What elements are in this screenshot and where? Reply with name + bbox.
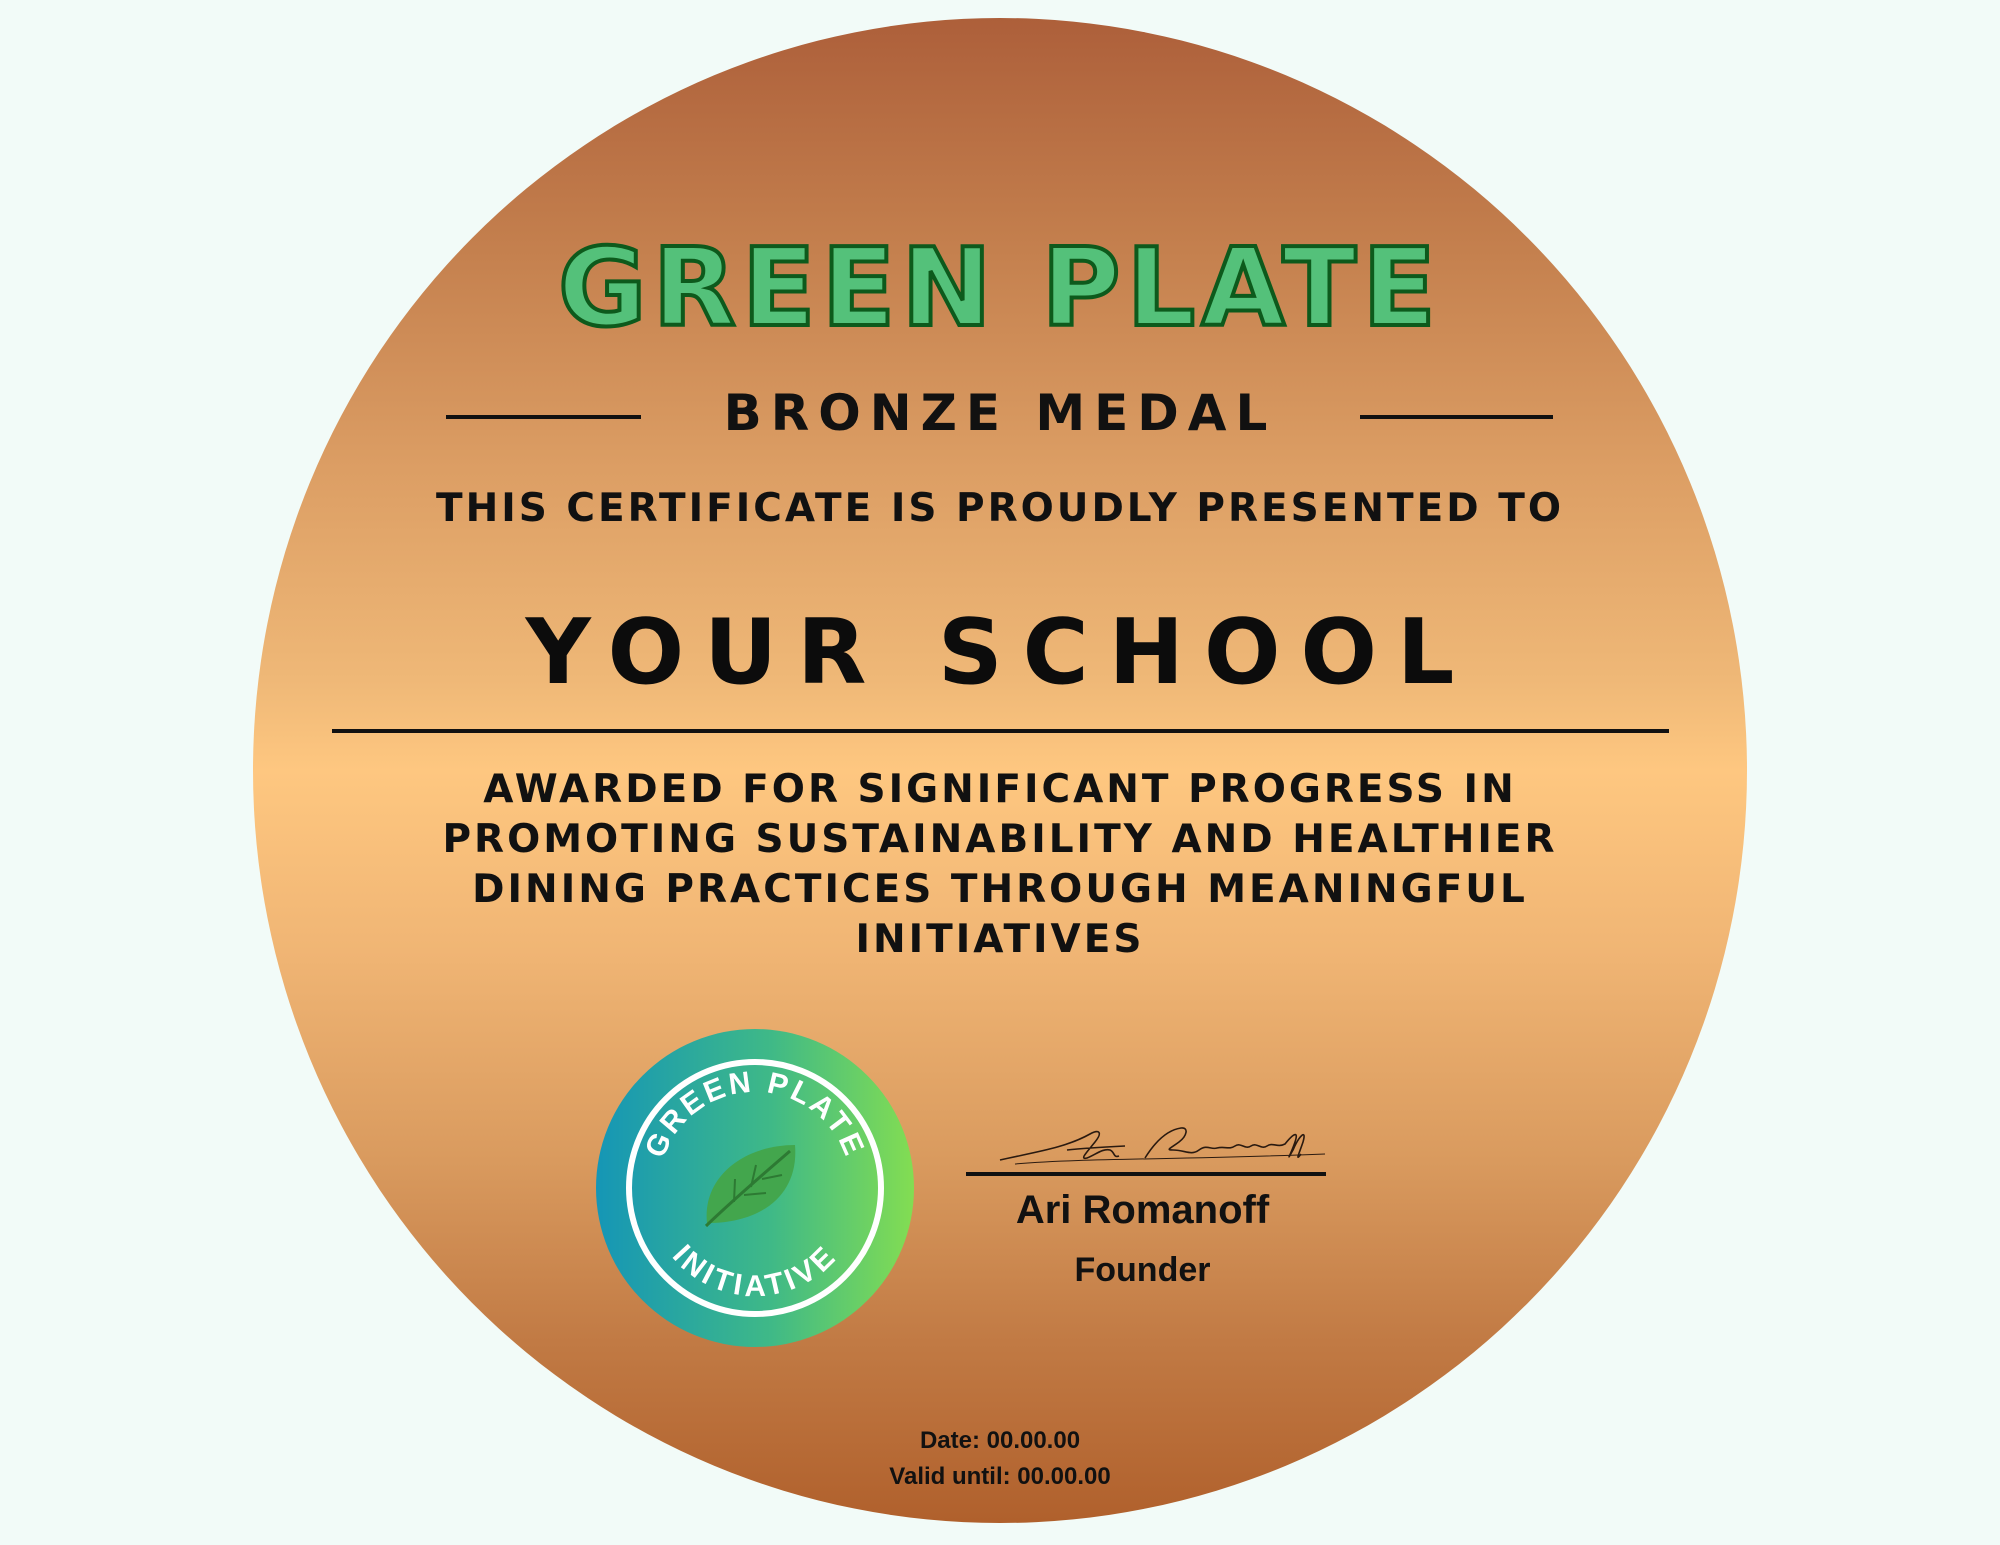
recipient-name: YOUR SCHOOL [525,600,1475,705]
subtitle-rule-right [1360,415,1553,419]
signature [995,1120,1335,1176]
signatory-title: Founder [1074,1251,1211,1289]
valid-until-date: Valid until: 00.00.00 [889,1463,1111,1490]
program-title: GREEN PLATE [558,226,1442,351]
presented-to-line: THIS CERTIFICATE IS PROUDLY PRESENTED TO [436,486,1564,531]
seal-bottom-text: INITIATIVE [666,1238,845,1304]
signature-line [966,1172,1326,1176]
signatory-name: Ari Romanoff [1015,1188,1270,1232]
green-plate-initiative-seal [594,1027,916,1349]
award-description: AWARDED FOR SIGNIFICANT PROGRESS IN PROMOTING SUSTAINABILITY AND HEALTHIER DINING PRACTICES THROUGH MEANINGFUL INITIATIVES [442,767,1558,962]
seal-top-text: GREEN PLATE [638,1065,872,1163]
issue-date: Date: 00.00.00 [919,1427,1081,1454]
medal-level: BRONZE MEDAL [723,384,1277,442]
recipient-underline [332,729,1669,733]
